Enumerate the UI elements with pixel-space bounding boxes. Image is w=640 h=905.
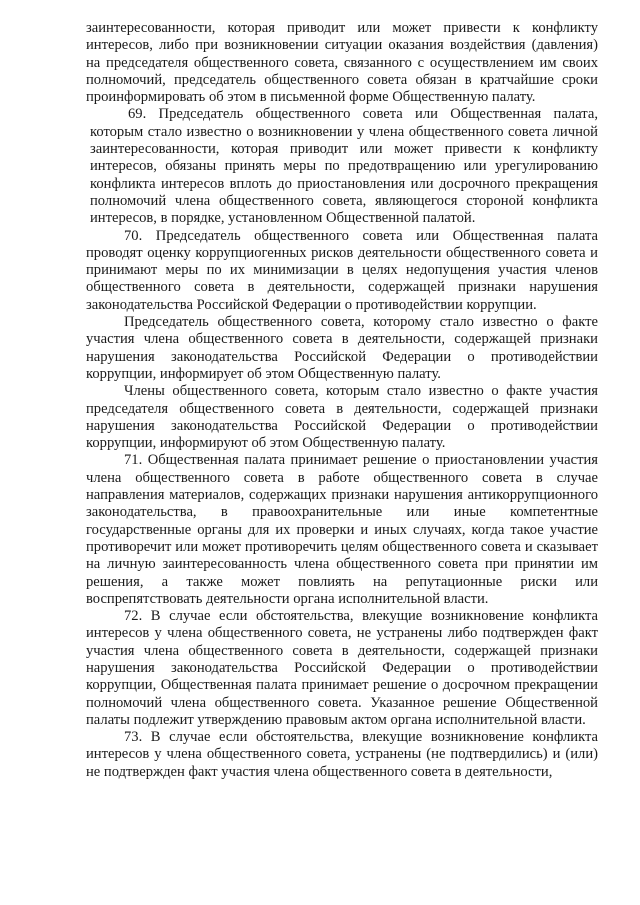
document-page [86,20,598,781]
paragraph-72: 72. В случае если обстоятельства, влекущие возникновение конфликта интересов у члена общественного совета, не устранены либо подтвержден факт участия члена общественного совета в деятельности, содержащей признаки нарушения законодательства Российской Федерации о противодействии коррупции, Общественная палата принимает решение о досрочном прекращении полномочий члена общественного совета. Указанное решение Общественной палаты подлежит утверждению правовым актом органа исполнительной власти. [86,608,598,728]
paragraph-chairman-informs: Председатель общественного совета, которому стало известно о факте участия члена общественного совета в деятельности, содержащей признаки нарушения законодательства Российской Федерации о противодействии коррупции, информирует об этом Общественную палату. [86,314,598,382]
paragraph-73: 73. В случае если обстоятельства, влекущие возникновение конфликта интересов у члена общественного совета, устранены (не подтвердились) и (или) не подтвержден факт участия члена общественного совета в деятельности, [86,729,598,780]
paragraph-70: 70. Председатель общественного совета или Общественная палата проводят оценку коррупциогенных рисков деятельности общественного совета и принимают меры по их минимизации в целях недопущения участия членов общественного совета в деятельности, содержащей признаки нарушения законодательства Российской Федерации о противодействии коррупции. [86,227,598,313]
paragraph-continuation: заинтересованности, которая приводит или может привести к конфликту интересов, либо при возникновении ситуации оказания воздействия (давления) на председателя общественного совета, связанного с осуществлением им своих полномочий, председатель общественного совета обязан в кратчайшие сроки проинформировать об этом в письменной форме Общественную палату. [86,20,598,106]
paragraph-69: 69. Председатель общественного совета или Общественная палата, которым стало известно о возникновении у члена общественного совета личной заинтересованности, которая приводит или может привести к конфликту интересов, обязаны принять меры по предотвращению или урегулированию конфликта интересов вплоть до приостановления или досрочного прекращения полномочий члена общественного совета, являющегося стороной конфликта интересов, в порядке, установленном Общественной палатой. [90,106,598,227]
paragraph-71: 71. Общественная палата принимает решение о приостановлении участия члена общественного совета в работе общественного совета в случае направления материалов, содержащих признаки нарушения антикоррупционного законодательства, в правоохранительные или иные компетентные государственные органы для их проверки и иных случаях, когда такое участие противоречит или может противоречить целям общественного совета и сказывает на личную заинтересованность члена общественного совета при принятии им решения, а также может повлиять на репутационные риски или воспрепятствовать деятельности органа исполнительной власти. [86,452,598,607]
paragraph-members-inform: Члены общественного совета, которым стало известно о факте участия председателя общественного совета в деятельности, содержащей признаки нарушения законодательства Российской Федерации о противодействии коррупции, информируют об этом Общественную палату. [86,383,598,452]
